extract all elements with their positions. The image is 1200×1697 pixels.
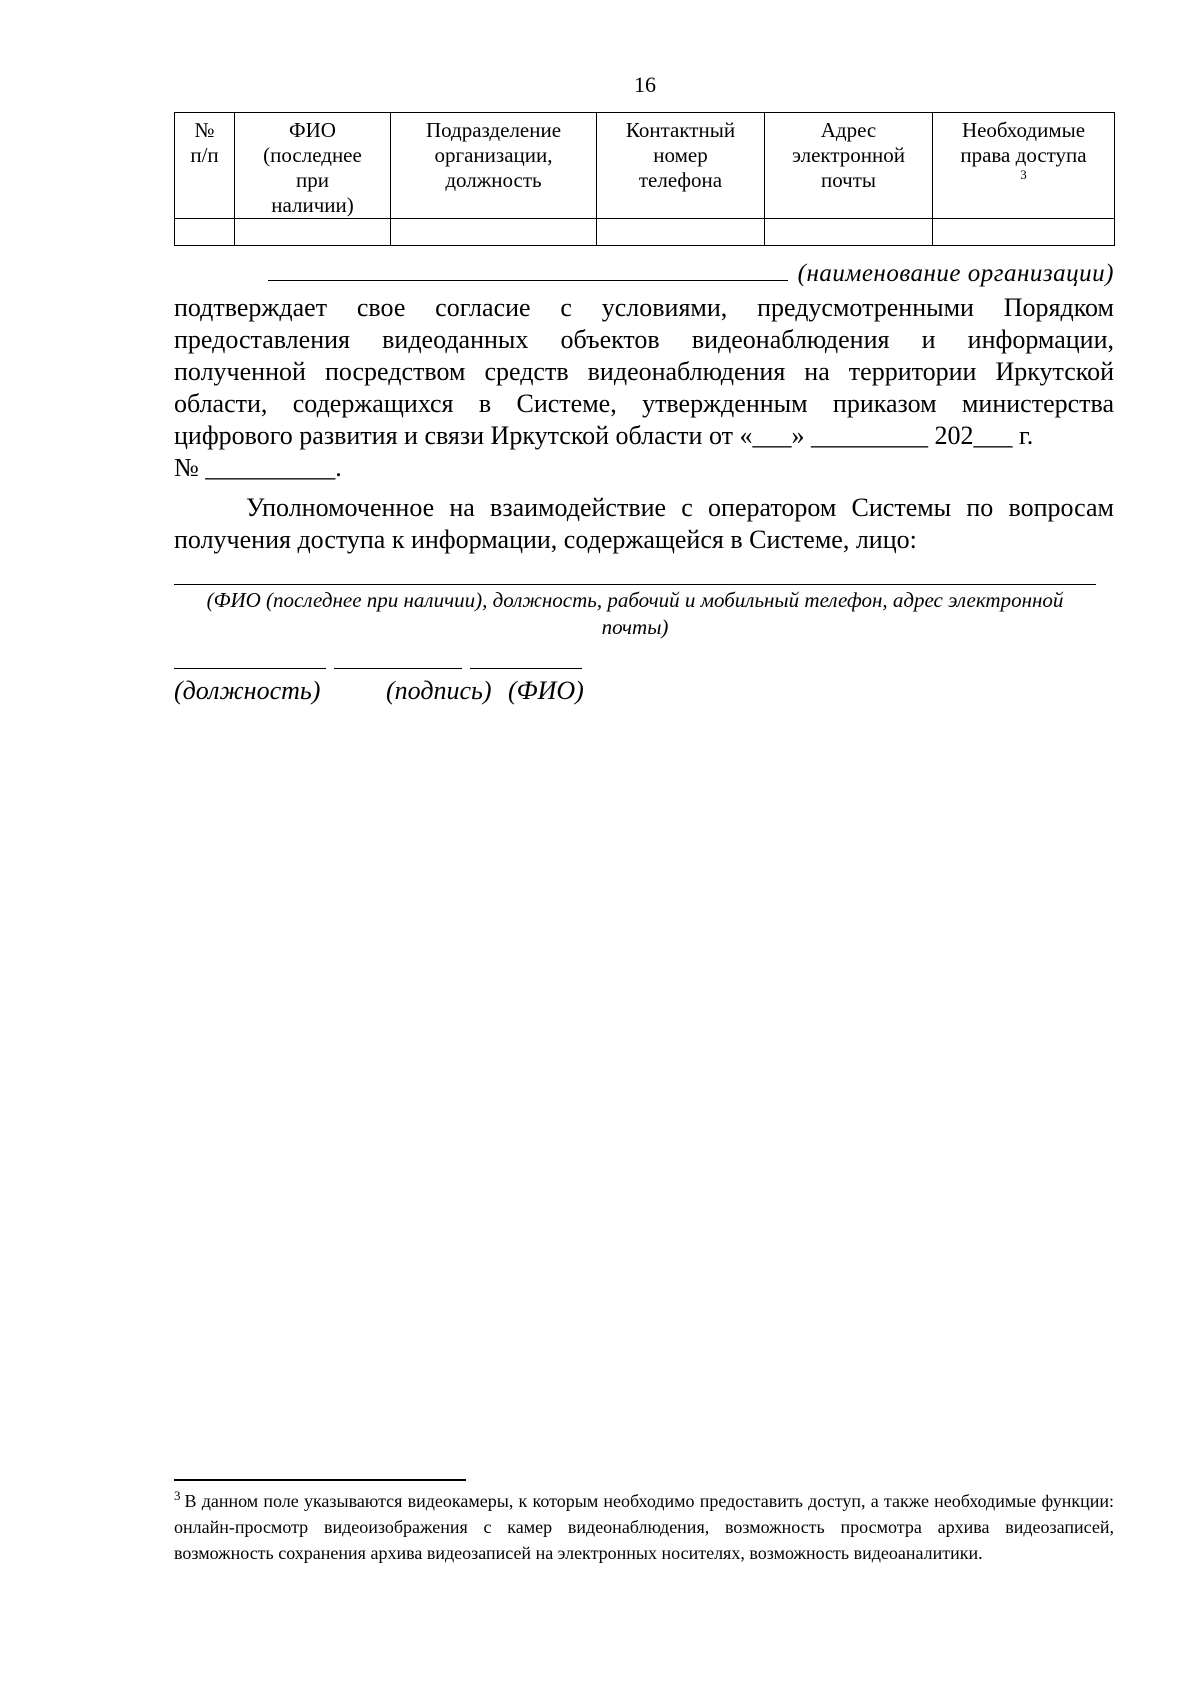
- position-blank[interactable]: [174, 668, 326, 669]
- authorized-person-blank[interactable]: [174, 584, 1096, 585]
- header-email: Адрес электронной почты: [765, 113, 933, 219]
- authorized-person-paragraph: Уполномоченное на взаимодействие с оператором Системы по вопросам получения доступа к информации, содержащейся в Системе, лицо:: [174, 493, 1114, 554]
- table-cell[interactable]: [235, 219, 391, 246]
- header-department-position: Подразделение организации, должность: [391, 113, 597, 219]
- signature-label: (подпись): [386, 676, 492, 705]
- footnote-text: В данном поле указываются видеокамеры, к которым необходимо предоставить доступ, а также необходимые функции: онлайн-просмотр видеоизображения с камер видеонаблюдения, возможность просмотра архива видеозаписей, возможность сохранения архива видеозаписей на электронных носителях, возможность видеоаналитики.: [174, 1491, 1114, 1563]
- header-full-name: ФИО (последнее при наличии): [235, 113, 391, 219]
- signature-blank[interactable]: [334, 668, 462, 669]
- table-cell[interactable]: [175, 219, 235, 246]
- authorized-person-caption: (ФИО (последнее при наличии), должность, рабочий и мобильный телефон, адрес электронной почты): [206, 588, 1064, 639]
- consent-paragraph: [174, 292, 1114, 484]
- table-row: [175, 219, 1115, 246]
- header-phone: Контактный номер телефона: [597, 113, 765, 219]
- organization-name-line: [174, 258, 1114, 288]
- header-access-rights: Необходимые права доступа $^3$: [933, 113, 1115, 219]
- header-number: № п/п: [175, 113, 235, 219]
- table-cell[interactable]: [933, 219, 1115, 246]
- footnote-mark: 3: [1020, 167, 1027, 182]
- organization-name-caption: (наименование организации): [797, 260, 1114, 287]
- name-blank[interactable]: [470, 668, 582, 669]
- table-header-row: [175, 113, 1115, 219]
- organization-name-blank[interactable]: [268, 258, 788, 281]
- position-label: (должность): [174, 676, 321, 705]
- table-cell[interactable]: [391, 219, 597, 246]
- name-label: (ФИО): [508, 676, 584, 705]
- access-request-table: [174, 112, 1115, 246]
- consent-text: подтверждает свое согласие с условиями, предусмотренными Порядком предоставления видеоданных объектов видеонаблюдения и информации, полученной посредством средств видеонаблюдения на территории Иркутской области, содержащихся в Системе, утвержденным приказом министерства цифрового развития и связи Иркутской области от «___» _________ 202___ г.: [174, 293, 1114, 450]
- order-number-line: № __________.: [174, 453, 342, 482]
- table-cell[interactable]: [765, 219, 933, 246]
- footnote-separator: [174, 1479, 466, 1481]
- footnote: [174, 1488, 1114, 1566]
- table-cell[interactable]: [597, 219, 765, 246]
- footnote-number: 3: [174, 1488, 181, 1503]
- page-number: 16: [634, 72, 656, 97]
